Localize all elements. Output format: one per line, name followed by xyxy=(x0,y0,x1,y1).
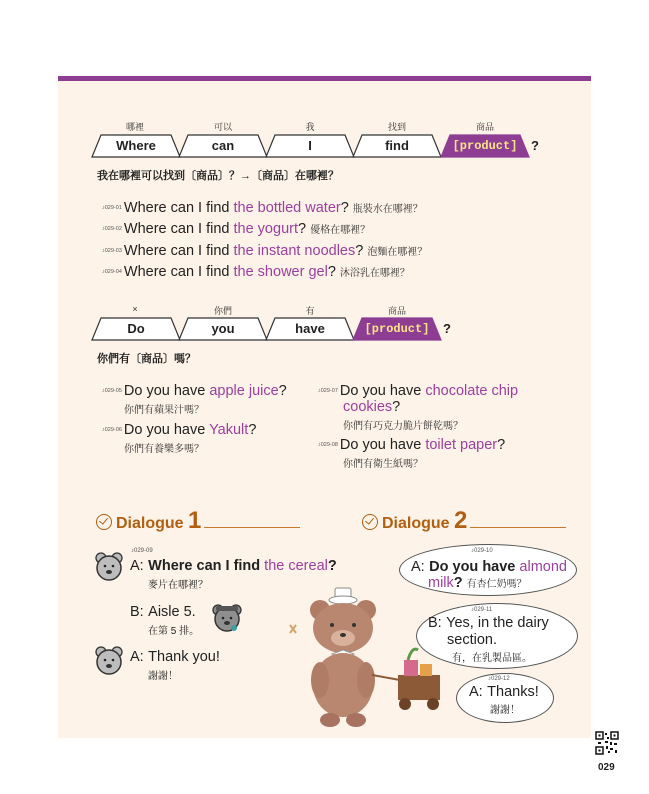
word-box-where xyxy=(91,134,181,158)
word-have: have xyxy=(295,321,325,336)
dialogue1-title xyxy=(116,507,201,535)
example-prefix: Do you have xyxy=(123,383,210,399)
example-translation-row xyxy=(343,454,423,472)
gloss-i: 我 xyxy=(305,122,315,132)
dialogue1-line-a1 xyxy=(130,557,337,575)
example-translation: 你們有蘋果汁嗎？ xyxy=(124,405,204,416)
dialogue-translation: 謝謝！ xyxy=(490,705,520,716)
pattern2-translation: 你們有〔商品〕嗎？ xyxy=(97,353,196,365)
dialogue2-title xyxy=(382,507,467,535)
dialogue-translation: 有杏仁奶嗎？ xyxy=(466,579,527,590)
word-box-can xyxy=(178,134,268,158)
dialogue-text: section. xyxy=(447,632,497,648)
gloss-can: 可以 xyxy=(213,122,232,132)
word-box-product xyxy=(440,134,530,158)
dialogue-text: Aisle 5. xyxy=(148,604,196,620)
page-number: 029 xyxy=(598,762,615,773)
example-translation-row xyxy=(124,400,204,418)
qr-code-icon[interactable] xyxy=(595,731,619,755)
dialogue2-line-a2 xyxy=(469,683,539,701)
word-box-i xyxy=(265,134,355,158)
dialogue1-line-b xyxy=(130,603,196,621)
speaker-label: A: xyxy=(130,558,144,574)
check-circle-icon xyxy=(362,514,378,530)
dialogue-text: Where can I find xyxy=(148,558,265,574)
gloss-do: × xyxy=(132,304,138,314)
pattern1-translation: 我在哪裡可以找到〔商品〕？→〔商品〕在哪裡？ xyxy=(97,170,339,182)
example-row xyxy=(102,199,423,217)
track-number[interactable]: ♪029-06 xyxy=(102,426,122,433)
dialogue2-line-b xyxy=(428,614,549,632)
example-prefix: Do you have xyxy=(339,437,426,453)
dialogue-item: almond xyxy=(519,559,567,575)
word-box-you xyxy=(178,317,268,341)
example-prefix: Where can I find xyxy=(123,221,234,237)
example-translation-row xyxy=(124,439,204,457)
dialogue2-line-a1-continued xyxy=(428,574,527,592)
word-box-product xyxy=(352,317,442,341)
example-translation: 你們有養樂多嗎？ xyxy=(124,444,204,455)
dialogue-item: milk xyxy=(428,575,454,591)
example-suffix: ? xyxy=(392,399,401,415)
dialogue-translation: 在第 5 排。 xyxy=(148,626,200,637)
example-item: the bottled water xyxy=(233,200,341,216)
dialogue-suffix: ? xyxy=(453,575,463,591)
clerk-head-icon xyxy=(210,601,246,633)
dialogue2-line-b-continued xyxy=(447,631,497,649)
example-item: cookies xyxy=(343,399,393,415)
example-prefix: Do you have xyxy=(339,383,426,399)
example-row xyxy=(102,421,256,439)
dialogue-label: Dialogue xyxy=(382,515,450,532)
speaker-label: B: xyxy=(428,615,442,631)
example-translation: 優格在哪裡？ xyxy=(310,225,371,236)
example-prefix: Do you have xyxy=(123,422,210,438)
gloss-find: 找到 xyxy=(387,122,406,132)
word-box-have xyxy=(265,317,355,341)
example-suffix: ? xyxy=(327,264,336,280)
dialogue-underline xyxy=(470,527,566,528)
word-box-do xyxy=(91,317,181,341)
example-item: the shower gel xyxy=(233,264,328,280)
example-row xyxy=(102,242,427,260)
word-where: Where xyxy=(116,138,156,153)
example-translation: 你們有巧克力脆片餅乾嗎？ xyxy=(343,421,463,432)
dialogue-item: the cereal xyxy=(264,558,328,574)
dialogue-number: 2 xyxy=(454,507,468,534)
bear-head-icon xyxy=(93,645,125,677)
example-prefix: Where can I find xyxy=(123,200,234,216)
word-product: [product] xyxy=(364,322,430,336)
dialogue-suffix: ? xyxy=(327,558,337,574)
dialogue-number: 1 xyxy=(188,507,202,534)
example-row-continued xyxy=(343,398,400,416)
track-number[interactable]: ♪029-05 xyxy=(102,387,122,394)
dialogue1-line-a2 xyxy=(130,648,220,666)
example-suffix: ? xyxy=(298,221,307,237)
track-number[interactable]: ♪029-07 xyxy=(318,387,338,394)
example-row xyxy=(102,220,370,238)
dialogue-text: Do you have xyxy=(429,559,520,575)
dialogue-text: Yes, in the dairy xyxy=(446,615,549,631)
example-translation: 泡麵在哪裡？ xyxy=(367,247,428,258)
word-you: you xyxy=(211,321,235,336)
example-translation: 你們有衛生紙嗎？ xyxy=(343,459,423,470)
track-number[interactable]: ♪029-09 xyxy=(131,548,153,554)
example-suffix: ? xyxy=(355,243,364,259)
example-item: the instant noodles xyxy=(233,243,356,259)
gloss-product: 商品 xyxy=(387,306,406,316)
example-suffix: ? xyxy=(497,437,506,453)
track-number[interactable]: ♪029-04 xyxy=(102,268,122,275)
dialogue-translation: 有，在乳製品區。 xyxy=(452,653,532,664)
dialogue-label: Dialogue xyxy=(116,515,184,532)
example-item: toilet paper xyxy=(425,437,498,453)
example-item: Yakult xyxy=(209,422,249,438)
example-item: the yogurt xyxy=(233,221,298,237)
word-product: [product] xyxy=(452,139,518,153)
dialogue-text: Thank you! xyxy=(148,649,220,665)
example-translation: 沐浴乳在哪裡？ xyxy=(339,268,410,279)
word-i: I xyxy=(308,138,312,153)
dialogue-translation: 謝謝！ xyxy=(148,671,178,682)
gloss-you: 你們 xyxy=(213,306,232,316)
speaker-label: B: xyxy=(130,604,144,620)
gloss-where: 哪裡 xyxy=(125,122,144,132)
bear-head-icon xyxy=(93,551,125,583)
example-row xyxy=(102,382,287,400)
word-find: find xyxy=(385,138,409,153)
example-item: apple juice xyxy=(209,383,279,399)
track-number[interactable]: ♪029-01 xyxy=(102,204,122,211)
example-prefix: Where can I find xyxy=(123,264,234,280)
dialogue-translation: 麥片在哪裡？ xyxy=(148,580,208,591)
track-number[interactable]: ♪029-12 xyxy=(488,676,510,682)
track-number[interactable]: ♪029-03 xyxy=(102,247,122,254)
example-translation-row xyxy=(343,416,463,434)
word-do: Do xyxy=(127,321,145,336)
question-mark: ? xyxy=(443,321,451,336)
example-row xyxy=(318,436,505,454)
speaker-label: A: xyxy=(130,649,144,665)
example-item: chocolate chip xyxy=(425,383,519,399)
track-number[interactable]: ♪029-11 xyxy=(471,607,493,613)
dialogue-underline xyxy=(204,527,300,528)
speaker-label: A: xyxy=(411,559,425,575)
example-row xyxy=(102,263,410,281)
speaker-label: A: xyxy=(469,684,483,700)
check-circle-icon xyxy=(96,514,112,530)
track-number[interactable]: ♪029-08 xyxy=(318,441,338,448)
example-prefix: Where can I find xyxy=(123,243,234,259)
example-translation: 瓶裝水在哪裡？ xyxy=(352,204,423,215)
gloss-have: 有 xyxy=(305,306,315,316)
dialogue-text: Thanks! xyxy=(487,684,539,700)
example-suffix: ? xyxy=(278,383,287,399)
track-number[interactable]: ♪029-10 xyxy=(471,548,493,554)
word-can: can xyxy=(211,138,235,153)
word-box-find xyxy=(352,134,442,158)
question-mark: ? xyxy=(531,138,539,153)
track-number[interactable]: ♪029-02 xyxy=(102,225,122,232)
gloss-product: 商品 xyxy=(475,122,494,132)
example-suffix: ? xyxy=(248,422,257,438)
example-suffix: ? xyxy=(340,200,349,216)
